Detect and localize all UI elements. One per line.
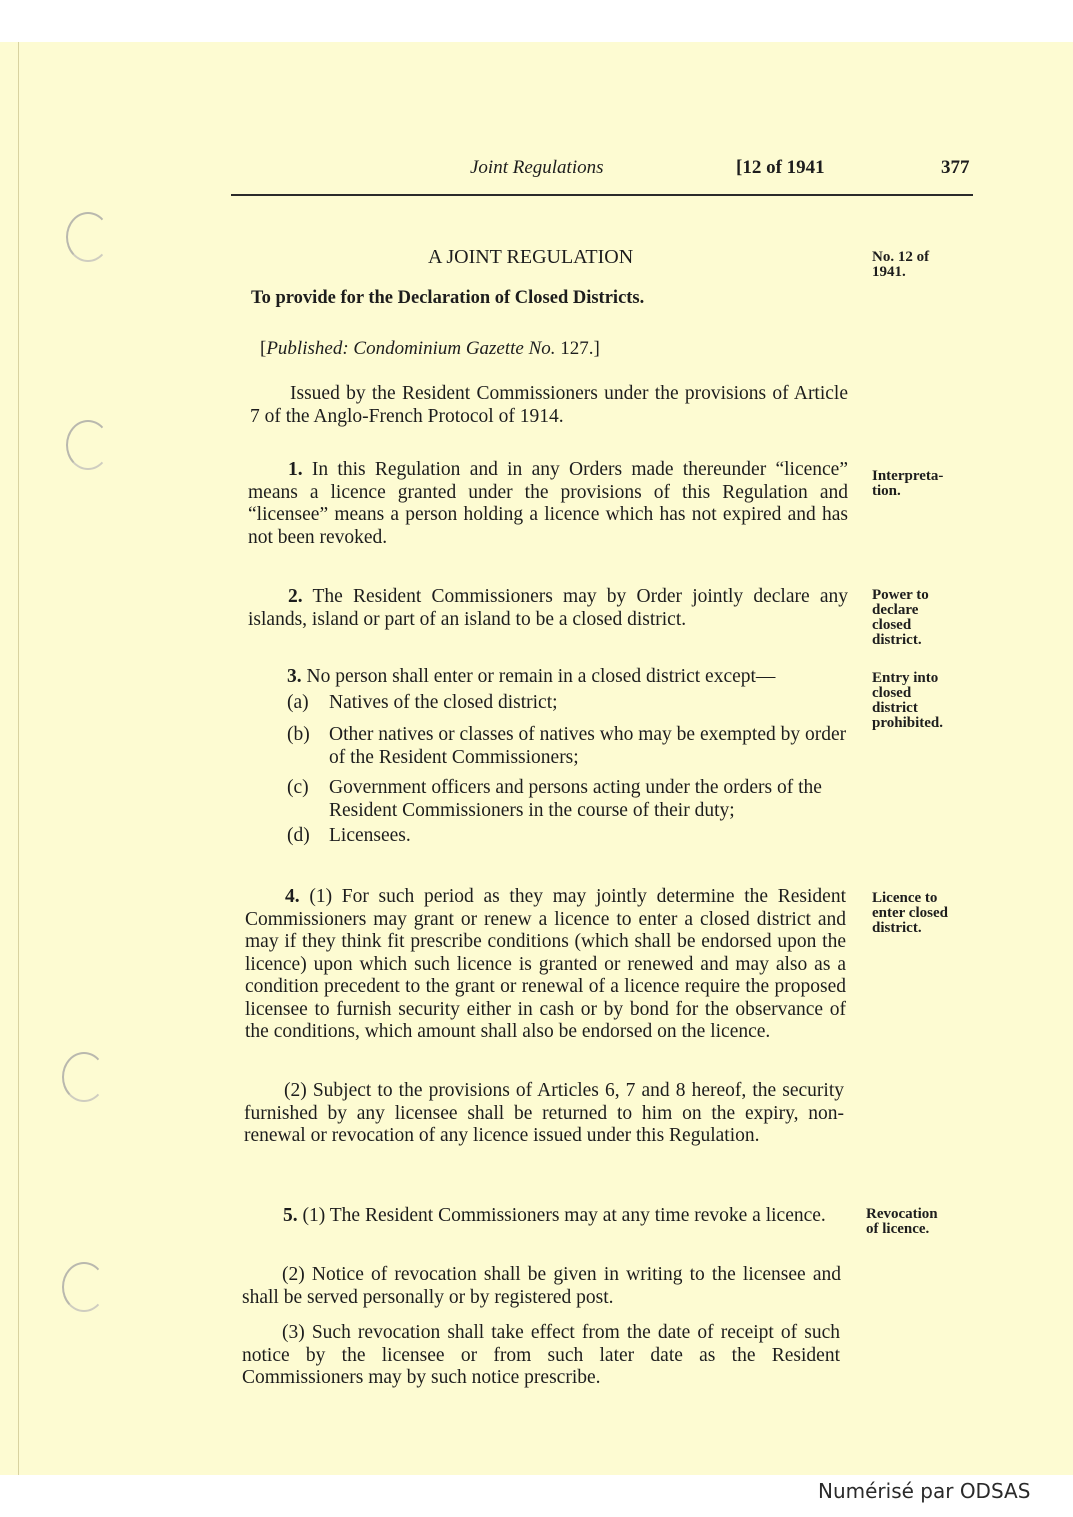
margin-note-licence: Licence to enter closed district.: [872, 890, 948, 936]
act-reference: [12 of 1941: [736, 157, 825, 178]
section-3-item-c: (c) Government officers and persons acting under the orders of the Resident Commissioners in the course of their duty;: [287, 777, 822, 821]
section-3-item-d: (d) Licensees.: [287, 825, 411, 846]
section-3-item-a: (a) Natives of the closed district;: [287, 692, 558, 713]
section-5-3: (3) Such revocation shall take effect from the date of receipt of such notice by the licensee or from such later date as the Resident Commissioners may by such notice prescribe.: [242, 1322, 840, 1388]
margin-note-interpretation: Interpreta- tion.: [872, 468, 944, 499]
section-3: 3. No person shall enter or remain in a closed district except—: [287, 666, 776, 687]
punch-hole: [66, 420, 110, 470]
publication-note: [Published: Condominium Gazette No. 127.]: [260, 338, 600, 359]
punch-hole: [62, 1052, 106, 1102]
section-2: 2. The Resident Commissioners may by Order jointly declare any islands, island or part of an island to be a closed district.: [248, 586, 848, 630]
margin-note-power: Power to declare closed district.: [872, 587, 929, 648]
section-5-2: (2) Notice of revocation shall be given in writing to the licensee and shall be served personally or by registered post.: [242, 1264, 841, 1308]
punch-hole: [66, 212, 110, 262]
header-rule: [231, 194, 973, 196]
margin-note-revocation: Revocation of licence.: [866, 1206, 938, 1237]
margin-note-entry: Entry into closed district prohibited.: [872, 670, 943, 731]
running-title: Joint Regulations: [470, 157, 604, 178]
digitization-credit: Numérisé par ODSAS: [818, 1479, 1031, 1503]
issued-statement: Issued by the Resident Commissioners under the provisions of Article 7 of the Anglo-French Protocol of 1914.: [250, 383, 848, 427]
section-5-1: 5. (1) The Resident Commissioners may at any time revoke a licence.: [283, 1205, 826, 1226]
sheet-edge: [18, 42, 19, 1475]
section-4-1: 4. (1) For such period as they may jointly determine the Resident Commissioners may grant or renew a licence to enter a closed district and may if they think fit prescribe conditions (which shall be endorsed upon the licence) upon which such licence is granted or renewed and may also as a condition precedent to the grant or renewal of a licence require the proposed licensee to furnish security either in cash or by bond for the observance of the conditions, which amount shall also be endorsed on the licence.: [245, 886, 846, 1042]
page-number: 377: [941, 157, 970, 178]
regulation-purpose: To provide for the Declaration of Closed Districts.: [251, 288, 645, 308]
section-4-2: (2) Subject to the provisions of Articles 6, 7 and 8 hereof, the security furnished by any licensee shall be returned to him on the expiry, non-renewal or revocation of any licence issued under this Regulation.: [244, 1080, 844, 1146]
margin-note-number: No. 12 of 1941.: [872, 249, 930, 280]
section-1: 1. In this Regulation and in any Orders made thereunder “licence” means a licence granted under the provisions of this Regulation and “licensee” means a person holding a licence which has not expired and has not been revoked.: [248, 459, 848, 548]
punch-hole: [62, 1262, 106, 1312]
section-3-item-b: (b) Other natives or classes of natives who may be exempted by order of the Resident Commissioners;: [287, 724, 847, 768]
regulation-title: A JOINT REGULATION: [428, 246, 634, 268]
